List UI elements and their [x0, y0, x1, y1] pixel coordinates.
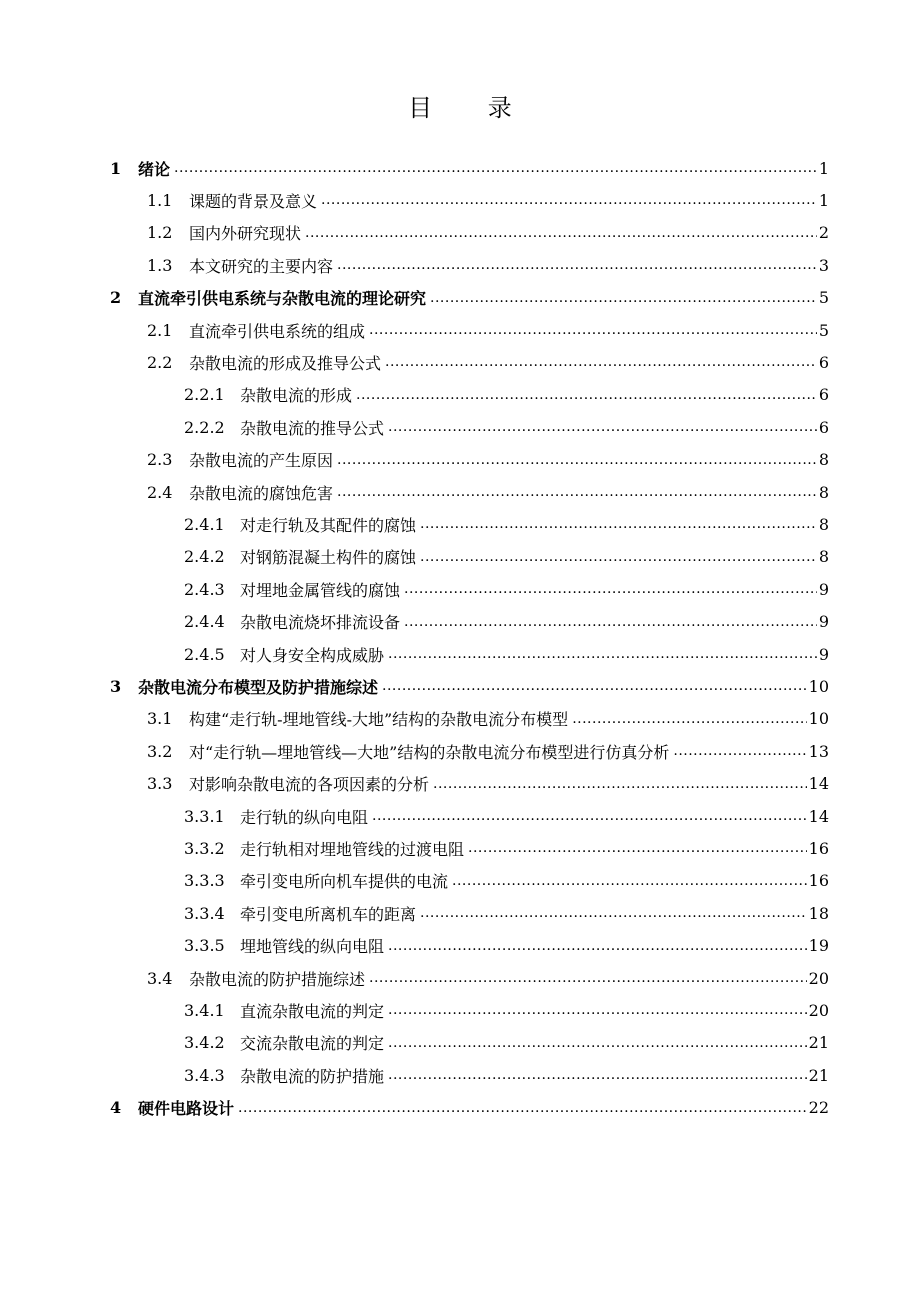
dot-leader	[388, 639, 817, 669]
toc-entry[interactable]	[184, 898, 829, 928]
toc-entry-page: 8	[818, 450, 829, 470]
toc-entry-page: 13	[808, 741, 829, 761]
toc-entry-page: 14	[808, 774, 829, 794]
toc-entry[interactable]	[110, 1093, 829, 1123]
toc-entry-number: 2.4	[147, 482, 173, 502]
toc-entry-number: 1.2	[147, 223, 173, 243]
toc-entry-label: 埋地管线的纵向电阻	[240, 937, 385, 957]
toc-entry-number: 3.2	[147, 741, 173, 761]
toc-entry-number: 2.1	[147, 320, 173, 340]
toc-entry-number: 3.3	[147, 774, 173, 794]
dot-leader	[673, 736, 806, 766]
dot-leader	[404, 574, 817, 604]
toc-entry-label: 交流杂散电流的判定	[240, 1034, 385, 1054]
toc-entry-page: 3	[818, 255, 829, 275]
toc-entry-number: 2.2	[147, 352, 173, 372]
toc-entry-label: 硬件电路设计	[138, 1099, 235, 1119]
toc-entry-page: 6	[818, 417, 829, 437]
toc-entry-label: 杂散电流的腐蚀危害	[189, 483, 334, 503]
toc-entry-page: 5	[818, 320, 829, 340]
toc-entry-page: 21	[808, 1065, 829, 1085]
toc-entry-label: 对影响杂散电流的各项因素的分析	[189, 775, 430, 795]
toc-entry-label: 杂散电流的形成	[240, 386, 353, 406]
toc-entry[interactable]	[147, 250, 829, 280]
toc-entry-label: 杂散电流烧坏排流设备	[240, 613, 401, 633]
toc-entry-number: 3.3.1	[184, 806, 225, 826]
toc-entry[interactable]	[147, 736, 829, 766]
toc-entry-page: 8	[818, 547, 829, 567]
toc-entry-page: 20	[808, 1000, 829, 1020]
toc-entry-number: 2.4.2	[184, 547, 225, 567]
toc-entry[interactable]	[147, 963, 829, 993]
dot-leader	[305, 218, 817, 248]
toc-entry-page: 1	[818, 190, 829, 210]
toc-entry[interactable]	[184, 1028, 829, 1058]
toc-entry[interactable]	[147, 445, 829, 475]
toc-entry[interactable]	[147, 315, 829, 345]
toc-entry-label: 对埋地金属管线的腐蚀	[240, 580, 401, 600]
toc-entry-number: 2.4.3	[184, 579, 225, 599]
toc-entry-number: 4	[110, 1098, 122, 1118]
toc-entry[interactable]	[147, 704, 829, 734]
toc-entry-page: 6	[818, 385, 829, 405]
toc-entry[interactable]	[147, 218, 829, 248]
toc-entry-number: 3.4	[147, 968, 173, 988]
toc-entry-page: 18	[808, 903, 829, 923]
dot-leader	[388, 412, 817, 442]
toc-entry-number: 3.3.5	[184, 936, 225, 956]
dot-leader	[388, 931, 807, 961]
dot-leader	[433, 769, 807, 799]
dot-leader	[420, 509, 817, 539]
toc-entry-label: 对钢筋混凝土构件的腐蚀	[240, 548, 417, 568]
toc-entry[interactable]	[110, 671, 829, 701]
dot-leader	[321, 185, 817, 215]
toc-entry-label: 对人身安全构成威胁	[240, 645, 385, 665]
toc-entry-page: 10	[808, 676, 829, 696]
toc-entry-page: 16	[808, 838, 829, 858]
toc-entry-label: 绪论	[138, 159, 171, 179]
toc-entry-label: 直流牵引供电系统与杂散电流的理论研究	[138, 289, 427, 309]
toc-entry[interactable]	[147, 477, 829, 507]
dot-leader	[468, 833, 807, 863]
toc-entry[interactable]	[184, 995, 829, 1025]
dot-leader	[404, 607, 817, 637]
toc-entry[interactable]	[110, 283, 829, 313]
toc-entry[interactable]	[184, 542, 829, 572]
toc-entry[interactable]	[184, 801, 829, 831]
toc-entry-number: 2.4.5	[184, 644, 225, 664]
toc-entry-label: 走行轨相对埋地管线的过渡电阻	[240, 839, 465, 859]
dot-leader	[572, 704, 806, 734]
dot-leader	[420, 542, 817, 572]
toc-entry-label: 本文研究的主要内容	[189, 256, 334, 276]
toc-entry-number: 3.3.3	[184, 871, 225, 891]
toc-entry-number: 2.4.1	[184, 514, 225, 534]
toc-entry-number: 2.2.2	[184, 417, 225, 437]
toc-entry-label: 杂散电流的产生原因	[189, 451, 334, 471]
dot-leader	[382, 671, 807, 701]
toc-entry-number: 3.4.3	[184, 1065, 225, 1085]
toc-entry-label: 杂散电流的形成及推导公式	[189, 353, 382, 373]
toc-entry-label: 杂散电流的推导公式	[240, 418, 385, 438]
toc-entry-page: 2	[818, 223, 829, 243]
toc-entry-label: 课题的背景及意义	[189, 191, 318, 211]
dot-leader	[369, 315, 817, 345]
toc-entry-number: 2	[110, 288, 122, 308]
dot-leader	[337, 477, 817, 507]
toc-entry-number: 1	[110, 158, 122, 178]
toc-entry-label: 构建“走行轨-埋地管线-大地”结构的杂散电流分布模型	[189, 710, 569, 730]
toc-entry[interactable]	[184, 380, 829, 410]
toc-entry-number: 1.3	[147, 255, 173, 275]
toc-entry-number: 1.1	[147, 190, 173, 210]
toc-entry[interactable]	[184, 574, 829, 604]
toc-entry-page: 10	[808, 709, 829, 729]
dot-leader	[388, 1060, 807, 1090]
toc-entry-number: 3.3.2	[184, 838, 225, 858]
toc-entry[interactable]	[184, 833, 829, 863]
dot-leader	[356, 380, 817, 410]
toc-entry-label: 直流杂散电流的判定	[240, 1001, 385, 1021]
toc-entry[interactable]	[147, 185, 829, 215]
toc-entry[interactable]	[184, 607, 829, 637]
toc-entry[interactable]	[184, 1060, 829, 1090]
page-title: 目 录	[408, 94, 536, 122]
toc-entry-page: 1	[818, 158, 829, 178]
toc-entry-number: 3	[110, 676, 122, 696]
toc-entry[interactable]	[184, 509, 829, 539]
dot-leader	[337, 250, 817, 280]
toc-entry[interactable]	[184, 639, 829, 669]
toc-entry-page: 22	[808, 1098, 829, 1118]
toc-entry[interactable]	[147, 769, 829, 799]
toc-entry-label: 对走行轨及其配件的腐蚀	[240, 515, 417, 535]
toc-entry[interactable]	[147, 347, 829, 377]
toc-entry-page: 9	[818, 644, 829, 664]
dot-leader	[388, 1028, 807, 1058]
toc-entry-label: 直流牵引供电系统的组成	[189, 321, 366, 341]
toc-entry-label: 杂散电流的防护措施综述	[189, 969, 366, 989]
dot-leader	[430, 283, 817, 313]
toc-entry-page: 8	[818, 482, 829, 502]
toc-entry-label: 牵引变电所向机车提供的电流	[240, 872, 449, 892]
toc-entry-label: 杂散电流分布模型及防护措施综述	[138, 677, 379, 697]
toc-entry-page: 9	[818, 579, 829, 599]
dot-leader	[174, 153, 817, 183]
toc-entry-page: 16	[808, 871, 829, 891]
toc-entry-page: 21	[808, 1033, 829, 1053]
toc-entry-number: 2.4.4	[184, 612, 225, 632]
toc-entry-page: 8	[818, 514, 829, 534]
toc-entry-page: 6	[818, 352, 829, 372]
toc-entry[interactable]	[184, 412, 829, 442]
toc-entry-label: 牵引变电所离机车的距离	[240, 904, 417, 924]
toc-entry-number: 3.1	[147, 709, 173, 729]
toc-entry-number: 3.4.2	[184, 1033, 225, 1053]
toc-entry-number: 3.3.4	[184, 903, 225, 923]
dot-leader	[420, 898, 807, 928]
toc-entry-label: 对“走行轨—埋地管线—大地”结构的杂散电流分布模型进行仿真分析	[189, 742, 670, 762]
dot-leader	[337, 445, 817, 475]
toc-entry-page: 20	[808, 968, 829, 988]
toc-entry-page: 9	[818, 612, 829, 632]
toc-entry-label: 杂散电流的防护措施	[240, 1066, 385, 1086]
dot-leader	[369, 963, 807, 993]
toc-entry-number: 2.3	[147, 450, 173, 470]
toc-entry[interactable]	[110, 153, 829, 183]
toc-entry-number: 3.4.1	[184, 1000, 225, 1020]
dot-leader	[452, 866, 807, 896]
dot-leader	[238, 1093, 807, 1123]
dot-leader	[372, 801, 807, 831]
toc-entry-label: 走行轨的纵向电阻	[240, 807, 369, 827]
dot-leader	[388, 995, 807, 1025]
toc-entry[interactable]	[184, 931, 829, 961]
toc-entry-label: 国内外研究现状	[189, 224, 302, 244]
toc-entry-page: 19	[808, 936, 829, 956]
toc-entry[interactable]	[184, 866, 829, 896]
toc-entry-page: 5	[818, 288, 829, 308]
toc-entry-page: 14	[808, 806, 829, 826]
toc-entry-number: 2.2.1	[184, 385, 225, 405]
dot-leader	[385, 347, 817, 377]
